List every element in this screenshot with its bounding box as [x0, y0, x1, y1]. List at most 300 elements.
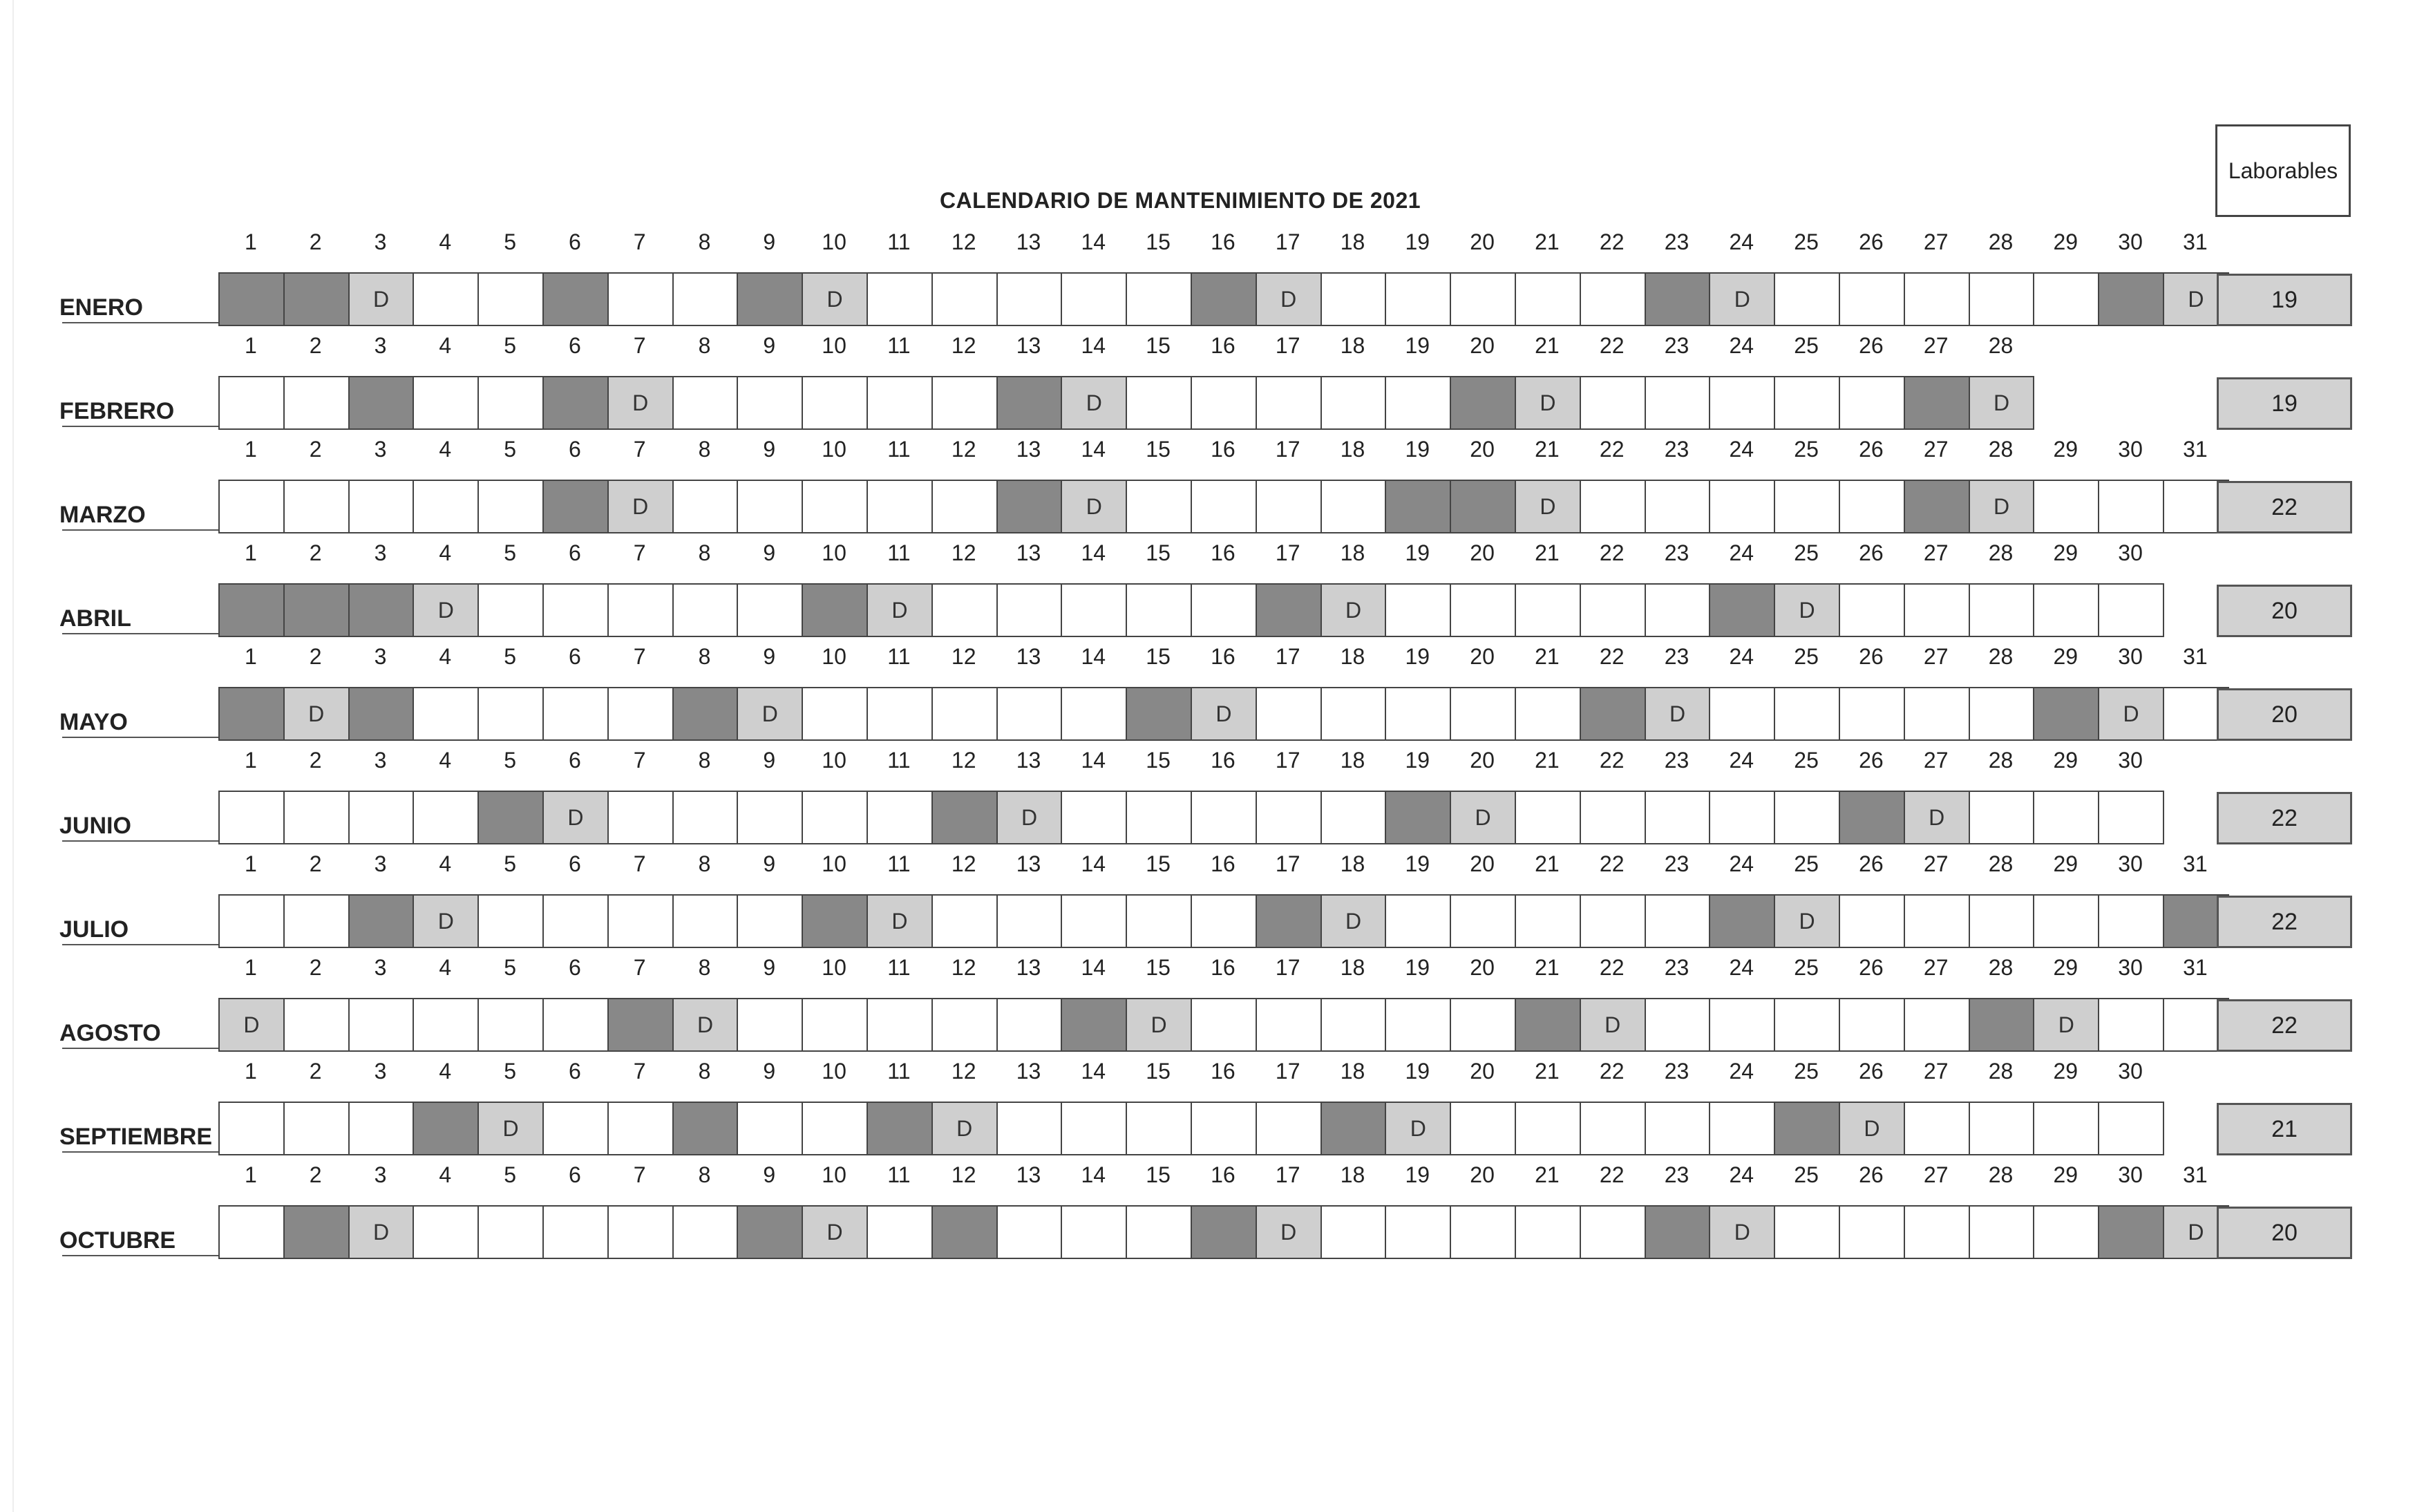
day-number: 18 — [1340, 1162, 1365, 1187]
day-cell — [1515, 1205, 1581, 1259]
day-number: 4 — [439, 1162, 452, 1187]
day-number: 17 — [1275, 955, 1300, 980]
day-cell — [996, 272, 1063, 326]
day-cell — [1450, 272, 1516, 326]
day-cell — [672, 480, 739, 533]
day-number: 6 — [569, 955, 581, 980]
day-number: 26 — [1859, 1162, 1884, 1187]
day-number: 15 — [1146, 540, 1171, 565]
day-number: 17 — [1275, 333, 1300, 358]
day-number: 26 — [1859, 955, 1884, 980]
day-cell — [1256, 687, 1322, 741]
day-number: 25 — [1794, 333, 1819, 358]
day-cell — [1061, 1205, 1127, 1259]
day-cell — [542, 1205, 609, 1259]
day-cell — [1061, 272, 1127, 326]
day-cell — [1385, 687, 1451, 741]
day-cell-marcado: D — [931, 1102, 998, 1155]
day-number: 11 — [887, 748, 911, 773]
day-number: 27 — [1923, 540, 1949, 565]
day-number: 13 — [1016, 229, 1041, 254]
day-cell — [1320, 1205, 1387, 1259]
day-number: 25 — [1794, 851, 1819, 876]
laborables-count: 22 — [2217, 481, 2352, 533]
day-number: 25 — [1794, 540, 1819, 565]
day-cell-festivo — [283, 583, 350, 637]
day-cell — [672, 894, 739, 948]
day-number: 27 — [1923, 1162, 1949, 1187]
day-cell-marcado: D — [1450, 791, 1516, 844]
day-number: 25 — [1794, 229, 1819, 254]
day-cell — [1385, 376, 1451, 430]
day-number: 7 — [633, 540, 646, 565]
day-cell — [931, 272, 998, 326]
day-number: 6 — [569, 1059, 581, 1084]
day-cell — [672, 272, 739, 326]
day-cell — [607, 894, 674, 948]
day-cell — [1126, 272, 1192, 326]
day-cell — [2033, 1102, 2099, 1155]
day-cell — [1904, 687, 1970, 741]
day-number: 26 — [1859, 644, 1884, 669]
day-number: 6 — [569, 1162, 581, 1187]
month-row — [0, 954, 2424, 1057]
day-number: 16 — [1211, 748, 1235, 773]
day-cell — [996, 1102, 1063, 1155]
day-number: 1 — [245, 229, 257, 254]
day-cell — [1774, 480, 1840, 533]
day-cell — [1126, 583, 1192, 637]
day-cell-marcado: D — [1515, 376, 1581, 430]
day-number: 31 — [2183, 955, 2208, 980]
day-cell — [1645, 376, 1711, 430]
day-cell — [477, 1205, 544, 1259]
day-number: 10 — [822, 955, 846, 980]
day-number: 2 — [309, 540, 322, 565]
day-cell — [218, 1102, 285, 1155]
day-cell — [867, 272, 933, 326]
month-name-underline — [62, 1255, 222, 1256]
day-cell — [1969, 894, 2035, 948]
day-number: 12 — [951, 437, 976, 462]
day-number: 22 — [1599, 1162, 1625, 1187]
day-number: 10 — [822, 851, 846, 876]
day-number: 17 — [1275, 1059, 1300, 1084]
day-number: 30 — [2118, 1162, 2143, 1187]
day-number: 19 — [1405, 851, 1430, 876]
day-cell-festivo — [348, 687, 415, 741]
day-cell — [413, 791, 479, 844]
day-cell — [607, 791, 674, 844]
day-cell — [1839, 376, 1905, 430]
day-cell — [477, 376, 544, 430]
day-number: 1 — [245, 1162, 257, 1187]
day-cell — [1515, 894, 1581, 948]
day-cell — [413, 687, 479, 741]
day-number: 18 — [1340, 437, 1365, 462]
day-number: 10 — [822, 229, 846, 254]
day-number: 18 — [1340, 333, 1365, 358]
day-number: 9 — [763, 955, 776, 980]
day-cell — [283, 894, 350, 948]
day-number: 15 — [1146, 851, 1171, 876]
day-number: 8 — [698, 229, 711, 254]
day-cell-marcado: D — [1191, 687, 1257, 741]
day-number: 30 — [2118, 540, 2143, 565]
day-number: 8 — [698, 1059, 711, 1084]
day-number: 3 — [374, 437, 387, 462]
day-cell-marcado: D — [607, 480, 674, 533]
day-cell — [1061, 687, 1127, 741]
day-number: 8 — [698, 333, 711, 358]
day-cell-festivo — [802, 583, 868, 637]
day-number: 22 — [1599, 333, 1625, 358]
day-cell — [2098, 791, 2164, 844]
day-number: 27 — [1923, 644, 1949, 669]
day-cell — [1320, 791, 1387, 844]
month-row — [0, 1161, 2424, 1265]
day-number: 6 — [569, 437, 581, 462]
day-cell — [1256, 791, 1322, 844]
day-number: 3 — [374, 333, 387, 358]
day-cell — [1450, 583, 1516, 637]
day-number: 10 — [822, 437, 846, 462]
day-number: 28 — [1988, 748, 2014, 773]
day-cell-festivo — [1385, 791, 1451, 844]
day-cell — [2033, 894, 2099, 948]
day-number: 7 — [633, 333, 646, 358]
laborables-count: 19 — [2217, 274, 2352, 326]
day-number: 26 — [1859, 851, 1884, 876]
day-number: 17 — [1275, 437, 1300, 462]
day-number: 22 — [1599, 1059, 1625, 1084]
day-cell — [348, 480, 415, 533]
day-number: 13 — [1016, 1162, 1041, 1187]
day-cell — [931, 376, 998, 430]
day-number: 11 — [887, 333, 911, 358]
day-cell-festivo — [1191, 1205, 1257, 1259]
day-cell — [283, 998, 350, 1052]
laborables-count: 19 — [2217, 377, 2352, 430]
month-row — [0, 435, 2424, 539]
day-cell-festivo — [1256, 583, 1322, 637]
day-cell — [1191, 583, 1257, 637]
day-number: 17 — [1275, 1162, 1300, 1187]
day-cell — [1061, 1102, 1127, 1155]
day-cell — [1191, 894, 1257, 948]
day-number: 23 — [1664, 1162, 1689, 1187]
day-cell — [1904, 1205, 1970, 1259]
day-cell — [2033, 480, 2099, 533]
day-number: 2 — [309, 1059, 322, 1084]
day-cell — [1191, 1102, 1257, 1155]
day-number: 13 — [1016, 748, 1041, 773]
day-number: 1 — [245, 437, 257, 462]
day-cell — [1061, 791, 1127, 844]
month-name: SEPTIEMBRE — [59, 1124, 213, 1150]
day-cell — [1904, 583, 1970, 637]
day-number: 18 — [1340, 229, 1365, 254]
day-number: 8 — [698, 540, 711, 565]
day-cell — [2033, 791, 2099, 844]
day-number: 12 — [951, 851, 976, 876]
day-number: 28 — [1988, 437, 2014, 462]
day-number: 17 — [1275, 851, 1300, 876]
day-number: 6 — [569, 644, 581, 669]
day-number: 28 — [1988, 1162, 2014, 1187]
day-cell — [218, 1205, 285, 1259]
day-cell — [802, 1102, 868, 1155]
day-number: 1 — [245, 1059, 257, 1084]
day-number: 26 — [1859, 540, 1884, 565]
day-number: 1 — [245, 748, 257, 773]
day-cell-festivo — [931, 1205, 998, 1259]
day-number: 21 — [1535, 748, 1560, 773]
day-cell — [1969, 583, 2035, 637]
day-cell-marcado: D — [1126, 998, 1192, 1052]
day-number: 27 — [1923, 1059, 1949, 1084]
day-number: 16 — [1211, 644, 1235, 669]
day-cell-festivo — [996, 480, 1063, 533]
day-number: 21 — [1535, 1162, 1560, 1187]
month-name: ABRIL — [59, 605, 131, 632]
day-number: 2 — [309, 851, 322, 876]
day-cell — [1320, 272, 1387, 326]
day-cell-festivo — [542, 272, 609, 326]
day-cell — [542, 1102, 609, 1155]
day-number: 19 — [1405, 437, 1430, 462]
day-number: 29 — [2053, 437, 2079, 462]
day-cell — [867, 480, 933, 533]
day-number: 18 — [1340, 644, 1365, 669]
month-name: JULIO — [59, 916, 129, 943]
day-cell-festivo — [1904, 480, 1970, 533]
day-number: 14 — [1081, 229, 1106, 254]
day-cell — [477, 583, 544, 637]
day-cell — [737, 791, 803, 844]
day-cell — [1450, 1205, 1516, 1259]
day-cell — [1580, 376, 1646, 430]
day-number: 14 — [1081, 955, 1106, 980]
day-number: 23 — [1664, 437, 1689, 462]
day-cell — [867, 791, 933, 844]
day-cell — [737, 998, 803, 1052]
day-number: 20 — [1470, 851, 1495, 876]
day-number: 24 — [1729, 1059, 1754, 1084]
day-cell-festivo — [1061, 998, 1127, 1052]
day-number: 27 — [1923, 437, 1949, 462]
day-number: 29 — [2053, 1162, 2079, 1187]
day-number: 12 — [951, 644, 976, 669]
day-cell — [607, 1205, 674, 1259]
day-cell — [1450, 894, 1516, 948]
day-number: 16 — [1211, 955, 1235, 980]
day-number: 12 — [951, 1162, 976, 1187]
day-number: 17 — [1275, 229, 1300, 254]
day-cell — [542, 583, 609, 637]
day-number: 5 — [504, 1162, 516, 1187]
day-cell — [1839, 687, 1905, 741]
day-number: 29 — [2053, 851, 2079, 876]
day-cell — [607, 583, 674, 637]
day-number: 21 — [1535, 851, 1560, 876]
day-number: 9 — [763, 851, 776, 876]
day-cell — [1645, 1102, 1711, 1155]
day-number: 1 — [245, 644, 257, 669]
day-number: 11 — [887, 540, 911, 565]
day-cell — [1191, 998, 1257, 1052]
day-cell — [867, 376, 933, 430]
day-cell-marcado: D — [348, 272, 415, 326]
day-number: 7 — [633, 955, 646, 980]
day-cell-festivo — [996, 376, 1063, 430]
day-number: 3 — [374, 229, 387, 254]
day-cell — [218, 894, 285, 948]
day-cell — [1839, 583, 1905, 637]
day-cell — [1839, 272, 1905, 326]
day-cell — [1126, 791, 1192, 844]
day-cell-marcado: D — [1256, 272, 1322, 326]
day-number: 3 — [374, 748, 387, 773]
day-number: 5 — [504, 229, 516, 254]
day-number: 4 — [439, 851, 452, 876]
day-cell-festivo — [931, 791, 998, 844]
day-number: 31 — [2183, 644, 2208, 669]
day-cell — [1515, 583, 1581, 637]
day-number: 26 — [1859, 437, 1884, 462]
day-number: 18 — [1340, 851, 1365, 876]
day-cell-marcado: D — [1515, 480, 1581, 533]
day-cell — [348, 1102, 415, 1155]
day-cell — [1256, 480, 1322, 533]
day-cell — [218, 791, 285, 844]
day-cell — [1709, 998, 1775, 1052]
month-row — [0, 539, 2424, 643]
day-number: 17 — [1275, 540, 1300, 565]
day-cell — [2033, 1205, 2099, 1259]
day-number: 4 — [439, 748, 452, 773]
day-cell — [931, 687, 998, 741]
day-cell — [2098, 480, 2164, 533]
day-cell — [1515, 272, 1581, 326]
day-number: 3 — [374, 1162, 387, 1187]
day-cell — [2033, 583, 2099, 637]
day-number: 16 — [1211, 1162, 1235, 1187]
day-number: 22 — [1599, 851, 1625, 876]
day-number: 26 — [1859, 229, 1884, 254]
day-number: 19 — [1405, 229, 1430, 254]
day-cell-festivo — [1450, 480, 1516, 533]
day-number: 23 — [1664, 644, 1689, 669]
day-number: 1 — [245, 955, 257, 980]
day-cell-marcado: D — [1645, 687, 1711, 741]
day-number: 30 — [2118, 437, 2143, 462]
day-cell — [1061, 894, 1127, 948]
day-number: 31 — [2183, 851, 2208, 876]
day-cell-marcado: D — [283, 687, 350, 741]
month-name: MARZO — [59, 502, 146, 528]
day-number: 21 — [1535, 333, 1560, 358]
day-cell — [1320, 998, 1387, 1052]
day-cell-marcado: D — [348, 1205, 415, 1259]
day-number: 20 — [1470, 333, 1495, 358]
day-cell-marcado: D — [1774, 894, 1840, 948]
day-cell-marcado: D — [802, 272, 868, 326]
day-number: 7 — [633, 1162, 646, 1187]
day-cell — [283, 376, 350, 430]
day-cell — [1904, 1102, 1970, 1155]
day-number: 18 — [1340, 540, 1365, 565]
day-number: 15 — [1146, 1059, 1171, 1084]
day-cell — [1839, 480, 1905, 533]
day-cell — [1969, 1205, 2035, 1259]
day-cell — [867, 687, 933, 741]
day-number: 13 — [1016, 1059, 1041, 1084]
day-number: 12 — [951, 955, 976, 980]
day-cell-marcado: D — [867, 894, 933, 948]
day-number: 14 — [1081, 437, 1106, 462]
day-cell-festivo — [1385, 480, 1451, 533]
day-number: 10 — [822, 540, 846, 565]
day-number: 3 — [374, 851, 387, 876]
month-row — [0, 643, 2424, 746]
day-number: 21 — [1535, 955, 1560, 980]
day-cell — [996, 894, 1063, 948]
day-cell-marcado: D — [218, 998, 285, 1052]
day-cell — [1450, 687, 1516, 741]
day-cell — [1450, 1102, 1516, 1155]
month-name-underline — [62, 633, 222, 634]
day-number: 11 — [887, 1059, 911, 1084]
day-cell — [607, 687, 674, 741]
day-cell-festivo — [413, 1102, 479, 1155]
day-number: 4 — [439, 644, 452, 669]
day-number: 3 — [374, 540, 387, 565]
day-cell — [413, 376, 479, 430]
day-cell — [737, 583, 803, 637]
day-number: 7 — [633, 1059, 646, 1084]
day-cell — [1774, 272, 1840, 326]
day-number: 11 — [887, 229, 911, 254]
day-cell — [1061, 583, 1127, 637]
day-cell — [1969, 687, 2035, 741]
day-cell — [1580, 1102, 1646, 1155]
day-number: 30 — [2118, 851, 2143, 876]
day-number: 6 — [569, 333, 581, 358]
day-number: 25 — [1794, 955, 1819, 980]
day-number: 23 — [1664, 851, 1689, 876]
day-number: 12 — [951, 540, 976, 565]
day-cell-festivo — [1256, 894, 1322, 948]
day-cell — [1191, 791, 1257, 844]
day-number: 19 — [1405, 333, 1430, 358]
day-number: 27 — [1923, 851, 1949, 876]
day-cell-festivo — [1645, 1205, 1711, 1259]
day-number: 28 — [1988, 644, 2014, 669]
day-cell — [1709, 376, 1775, 430]
month-name: MAYO — [59, 709, 128, 735]
day-cell-festivo — [737, 272, 803, 326]
day-cell-marcado: D — [867, 583, 933, 637]
day-number: 19 — [1405, 1162, 1430, 1187]
day-cell — [1645, 583, 1711, 637]
day-number: 5 — [504, 955, 516, 980]
day-number: 28 — [1988, 333, 2014, 358]
day-cell-festivo — [283, 1205, 350, 1259]
day-number: 13 — [1016, 955, 1041, 980]
laborables-count: 21 — [2217, 1103, 2352, 1155]
day-number: 20 — [1470, 437, 1495, 462]
